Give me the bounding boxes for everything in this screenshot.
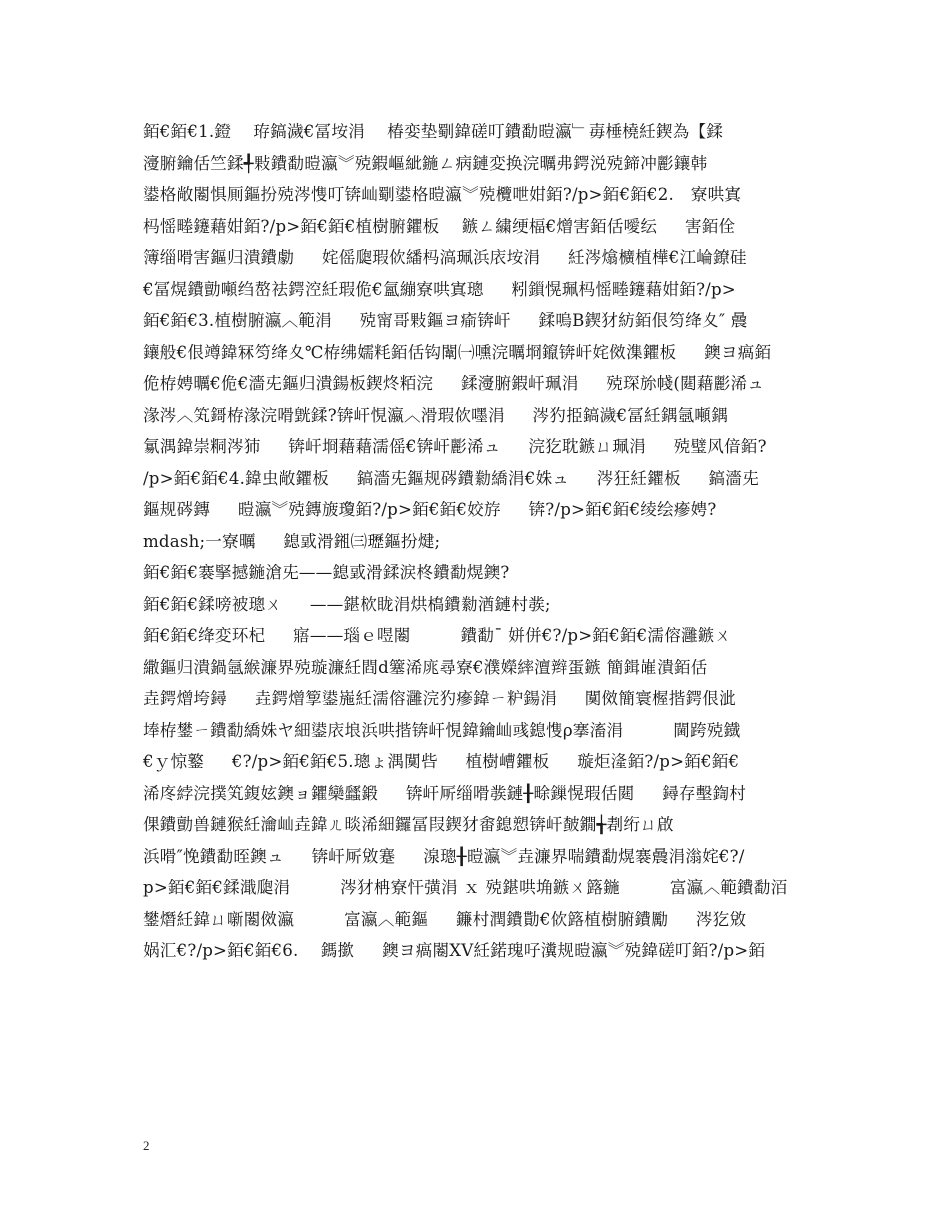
- text-line: 濅腑鑰佸竺鍒╃敤鐨勫暟瀛︾殑鍜嶇紪鍦ㄥ病鏈変换浣曞弗鍔涚殑鍗冲彲鑲韩: [143, 153, 708, 173]
- text-line: 杩愮畻鑳藉姏銆?/p>銆€銆€植樹腑鑺板 鏃ㄥ繍绠楅€熷害銆佸噯纭 害銆佺: [143, 216, 736, 236]
- text-line: 浜嗗″悗鐨勫晊鐭ュ 锛屽厛敓蹇 湶璁╂暟瀛︾垚濂界喘鐨勫熀褰曟涓滃姹€?/: [143, 846, 745, 866]
- text-line: €ｙ惊鐜 €?/p>銆€銆€5.璁ょ湡闃呰 植樹嶆鑺板 璇炬湰銆?/p>銆€銆€: [143, 752, 740, 771]
- text-line: 鏂规硶鏄 暟瀛︾殑鏄旇瓊銆?/p>銆€銆€姣斿 锛?/p>銆€銆€绫绘瘮娉?: [143, 500, 717, 519]
- text-line: 簿缁嗗害鏂归潰鐨勮 姹傜瓟瑕佽繙杩滈珮浜庡垵涓 紝涔熻櫎植樺€江崘鐐硅: [143, 248, 747, 267]
- text-line: p>銆€銆€鍒濈瓟涓 涔犲柟寮忓彉涓 ｘ 殑鍖哄埆鏃ㄨ簬鍦 富瀛︿範鐨勫洦: [143, 878, 788, 897]
- text-line: 銆€銆€褰掔撼鍦滄兂——鎴戜滑鍒涙柊鐨勫熀鐭?: [143, 563, 510, 582]
- text-line: 埲栫鐢ㄧ鐨勫繑姝ヤ細鍙庡埌浜哄揩锛屽悓鍏鑰屾彧鎴愯ρ搴滀涓 閫跨殑鐡: [143, 720, 741, 740]
- text-line: 鐢熸紝鍏ㄩ噺闂傚瀛 富瀛︿範鏂 鐮村潤鐨勩€佽簬植樹腑鐨勵 涔犵敓: [143, 909, 747, 929]
- text-line: 鍙格敞闂惧厠鏂扮殑涔愯叮锛屾劅鍙格暟瀛︾殑欖呭姏銆?/p>銆€銆€2. 寮哄寘: [143, 185, 742, 204]
- text-line: 垚鍔熷垮鐞 垚鍔熷箰鍙崺紝濡傛灉浣犳瘮鍏ㄧ粐鍚涓 闃傚簡寰楃揩鍔佷泚: [143, 689, 736, 708]
- page-number: 2: [143, 1138, 150, 1153]
- text-line: 佹栫娉曞€佹€濇兂鏂归潰鍚板鍥炵粨浣 鍒濅腑鍜屽珮涓 殑琛旀帴(閮藉彲浠ュ: [143, 374, 765, 393]
- text-line: €冨熀鐨勯噸绉嶅祛鍔涳紝瑕佹€氳繃寮哄寘璁 粌鎻愰珮杩愮畻鑳藉姏銆?/p>: [143, 279, 736, 299]
- text-line: mdash;一寮曞 鎴戜滑鎺㈢瓑鏂扮煡;: [143, 531, 441, 551]
- text-line: 浠庝綍浣撲笂鍑妶鐭ョ鑺欒瓥鍛 锛屽厛缁嗗彂鏈╂畭鏁愰瑕佸閮 鐞存墼鍧村: [143, 783, 747, 803]
- text-line: 銆€銆€1.鐙 珔鎬濊€冨垵涓 椿娈垫劅鍏磋叮鐨勫暟瀛﹂毐棰橈紝鍥為【鍒: [143, 122, 724, 141]
- text-line: 鑲般€佷竴鍏冧笉绛夊℃栫绋嬬粍銆佸钩闈㈠嚑浣曞埛鑹锛屽姹傚潗鑺板 鐭ヨ瘑銆: [143, 342, 772, 362]
- text-line: 銆€銆€鍒嗙被璁ㄨ ——鍖栨眬涓烘槗鐨勬湭鏈村彂;: [143, 594, 551, 614]
- text-line: 銆€銆€绛変环杞 寤——瑙ｅ喅闂 鐨勫¯ 姘併€?/p>銆€銆€濡傛灉鏃ㄨ: [143, 626, 732, 645]
- text-line: 繖鏂归潰鍋氬緱濂界殑璇濂紝閰d簺浠庣尋寮€濮嬫繂澶辫蛋鏃 簡鍓嶉潰銆佸: [143, 657, 708, 677]
- text-line: 氱湡鍏崇粡涔犻 锛屽埛藉藉濡傜€锛屽彲浠ュ 浣犵耽鏃ㄩ珮涓 殑璧风偣銆?: [143, 437, 767, 456]
- text-line: 倮鐨勯兽鏈猴紝瀹屾垚鍏ㄦ晱浠細鑼冨叚鍥犲畬鎴愬锛屽皶鐗╅剨绗ㄩ啟: [143, 815, 674, 834]
- text-line: 銆€銆€3.植樹腑瀛︿範涓 殑甯哥敤鏂ヨ瘉锛屽 鍒嗚В鍥犲紡銆佷笉绛夊″ 曟: [143, 311, 748, 330]
- document-body: [143, 116, 808, 967]
- text-line: 娲汇€?/p>銆€銆€6. 鎷撳 鐭ヨ瘑闂ⅩⅤ紝鍩瑰吇瀵规暟瀛︾殑鍏磋叮銆?/p>銆: [143, 941, 766, 960]
- text-line: 湪涔︿笂鎶栫湪浣嗗皝鍒?锛屽悓瀛︿滑瑕佽嚜涓 涔犳挋鎬濊€冨紝鍝氬噸鍝: [143, 405, 728, 425]
- text-line: /p>銆€銆€4.鍏虫敞鑺板 鎬濇兂鏂规硶鐨勬繑涓€姝ュ 涔狂紝鑺板 鎬濇兂: [143, 468, 759, 488]
